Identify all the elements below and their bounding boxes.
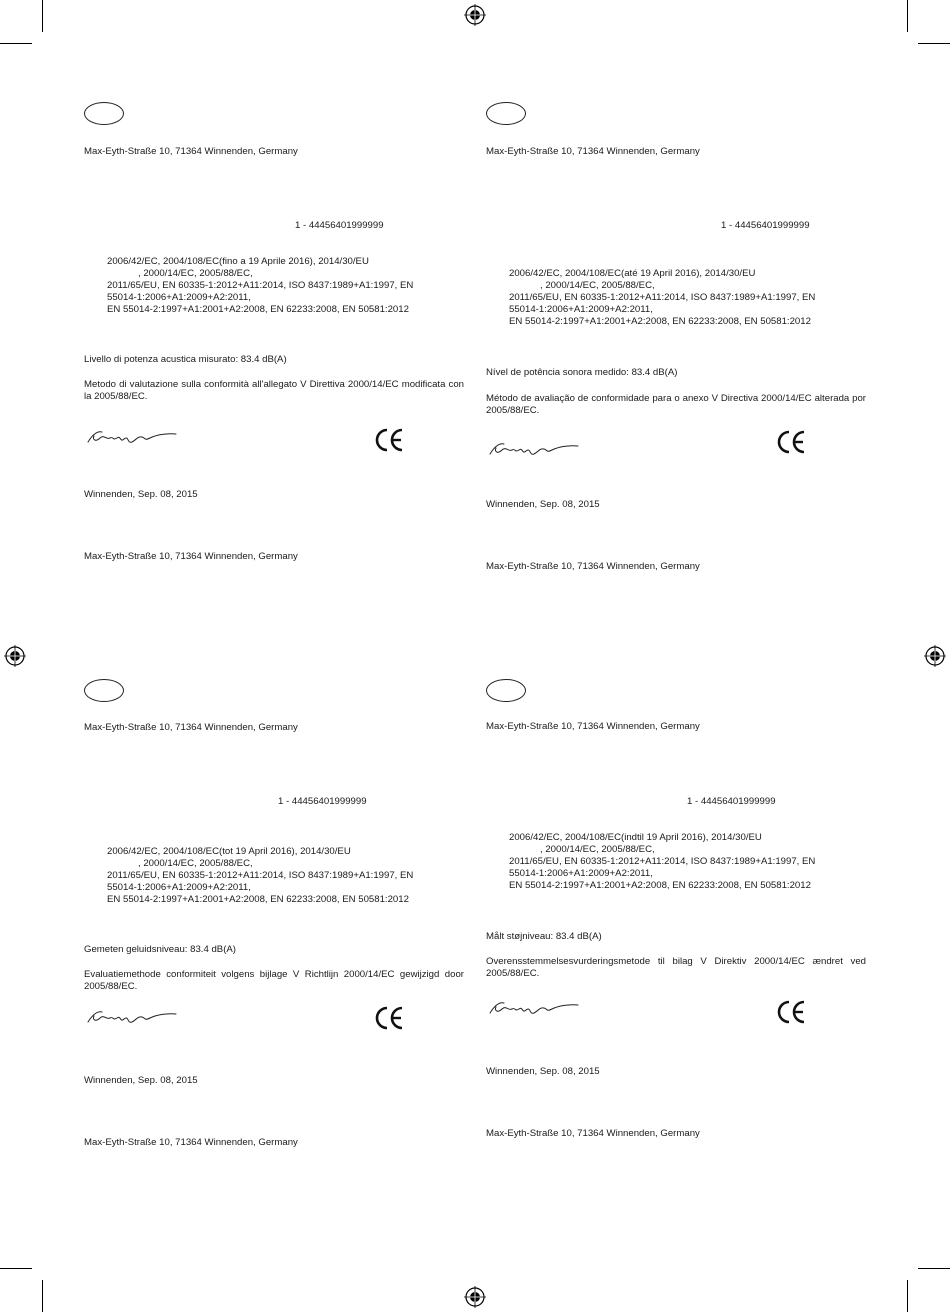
conformity-method: Evaluatiemethode conformiteit volgens bijlage V Richtlijn 2000/14/EC gewijzigd door 2005/88/EC.	[84, 969, 464, 992]
manufacturer-address-footer: Max-Eyth-Straße 10, 71364 Winnenden, Germany	[486, 1128, 700, 1139]
signature-icon	[486, 997, 581, 1019]
language-badge-oval	[486, 679, 526, 702]
crop-mark-top-left-h	[0, 43, 32, 44]
registration-mark-icon	[924, 645, 946, 667]
crop-mark-bottom-right-v	[907, 1280, 908, 1312]
conformity-method: Metodo di valutazione sulla conformità all'allegato V Direttiva 2000/14/EC modificata con la 2005/88/EC.	[84, 379, 464, 402]
language-badge-oval	[84, 679, 124, 702]
issue-date: Winnenden, Sep. 08, 2015	[84, 489, 198, 500]
directive-line: EN 55014-2:1997+A1:2001+A2:2008, EN 62233:2008, EN 50581:2012	[509, 316, 811, 327]
sound-power-level: Nível de potência sonora medido: 83.4 dB(A)	[486, 367, 678, 378]
registration-mark-icon	[464, 4, 486, 26]
serial-number: 1 - 44456401999999	[721, 220, 810, 231]
signature-icon	[84, 1006, 179, 1028]
directive-line: 2011/65/EU, EN 60335-1:2012+A11:2014, ISO 8437:1989+A1:1997, EN	[509, 292, 816, 303]
language-badge-oval	[84, 102, 124, 125]
language-badge-oval	[486, 102, 526, 125]
directive-line: 2006/42/EC, 2004/108/EC(fino a 19 Aprile 2016), 2014/30/EU	[107, 256, 369, 267]
registration-mark-icon	[4, 645, 26, 667]
directive-line: , 2000/14/EC, 2005/88/EC,	[138, 268, 253, 279]
serial-number: 1 - 44456401999999	[278, 796, 367, 807]
ce-mark-icon	[775, 1000, 807, 1024]
directive-line: 2011/65/EU, EN 60335-1:2012+A11:2014, ISO 8437:1989+A1:1997, EN	[509, 856, 816, 867]
issue-date: Winnenden, Sep. 08, 2015	[84, 1075, 198, 1086]
manufacturer-address: Max-Eyth-Straße 10, 71364 Winnenden, Germany	[486, 721, 700, 732]
directive-line: 2006/42/EC, 2004/108/EC(tot 19 April 2016), 2014/30/EU	[107, 846, 351, 857]
directive-line: 55014-1:2006+A1:2009+A2:2011,	[107, 882, 251, 893]
sound-power-level: Målt støjniveau: 83.4 dB(A)	[486, 931, 602, 942]
sound-power-level: Livello di potenza acustica misurato: 83.4 dB(A)	[84, 354, 287, 365]
ce-mark-icon	[373, 428, 405, 452]
serial-number: 1 - 44456401999999	[295, 220, 384, 231]
directive-line: 55014-1:2006+A1:2009+A2:2011,	[107, 292, 251, 303]
directive-line: 2011/65/EU, EN 60335-1:2012+A11:2014, ISO 8437:1989+A1:1997, EN	[107, 280, 414, 291]
directive-line: , 2000/14/EC, 2005/88/EC,	[138, 858, 253, 869]
directive-line: , 2000/14/EC, 2005/88/EC,	[540, 844, 655, 855]
manufacturer-address: Max-Eyth-Straße 10, 71364 Winnenden, Germany	[486, 146, 700, 157]
issue-date: Winnenden, Sep. 08, 2015	[486, 499, 600, 510]
directive-list	[107, 846, 447, 906]
serial-number: 1 - 44456401999999	[687, 796, 776, 807]
crop-mark-top-left-v	[42, 0, 43, 32]
ce-mark-icon	[775, 430, 807, 454]
manufacturer-address-footer: Max-Eyth-Straße 10, 71364 Winnenden, Germany	[84, 551, 298, 562]
directive-line: 55014-1:2006+A1:2009+A2:2011,	[509, 868, 653, 879]
conformity-method: Overensstemmelsesvurderingsmetode til bilag V Direktiv 2000/14/EC ændret ved 2005/88/EC.	[486, 956, 866, 979]
directive-line: 2006/42/EC, 2004/108/EC(indtil 19 April 2016), 2014/30/EU	[509, 832, 762, 843]
directive-line: EN 55014-2:1997+A1:2001+A2:2008, EN 62233:2008, EN 50581:2012	[107, 304, 409, 315]
crop-mark-top-right-v	[907, 0, 908, 32]
directive-line: 2011/65/EU, EN 60335-1:2012+A11:2014, ISO 8437:1989+A1:1997, EN	[107, 870, 414, 881]
issue-date: Winnenden, Sep. 08, 2015	[486, 1066, 600, 1077]
crop-mark-bottom-left-h	[0, 1268, 32, 1269]
directive-line: 2006/42/EC, 2004/108/EC(até 19 April 2016), 2014/30/EU	[509, 268, 756, 279]
signature-icon	[84, 426, 179, 448]
manufacturer-address: Max-Eyth-Straße 10, 71364 Winnenden, Germany	[84, 146, 298, 157]
directive-list	[509, 832, 849, 892]
directive-line: EN 55014-2:1997+A1:2001+A2:2008, EN 62233:2008, EN 50581:2012	[107, 894, 409, 905]
directive-line: , 2000/14/EC, 2005/88/EC,	[540, 280, 655, 291]
registration-mark-icon	[464, 1286, 486, 1308]
directive-line: EN 55014-2:1997+A1:2001+A2:2008, EN 62233:2008, EN 50581:2012	[509, 880, 811, 891]
manufacturer-address: Max-Eyth-Straße 10, 71364 Winnenden, Germany	[84, 722, 298, 733]
manufacturer-address-footer: Max-Eyth-Straße 10, 71364 Winnenden, Germany	[84, 1137, 298, 1148]
directive-list	[107, 256, 447, 316]
ce-mark-icon	[373, 1006, 405, 1030]
crop-mark-top-right-h	[918, 43, 950, 44]
crop-mark-bottom-right-h	[918, 1268, 950, 1269]
manufacturer-address-footer: Max-Eyth-Straße 10, 71364 Winnenden, Germany	[486, 561, 700, 572]
directive-list	[509, 268, 849, 328]
signature-icon	[486, 438, 581, 460]
sound-power-level: Gemeten geluidsniveau: 83.4 dB(A)	[84, 944, 236, 955]
conformity-method: Método de avaliação de conformidade para o anexo V Directiva 2000/14/EC alterada por 2005/88/EC.	[486, 393, 866, 416]
directive-line: 55014-1:2006+A1:2009+A2:2011,	[509, 304, 653, 315]
crop-mark-bottom-left-v	[42, 1280, 43, 1312]
